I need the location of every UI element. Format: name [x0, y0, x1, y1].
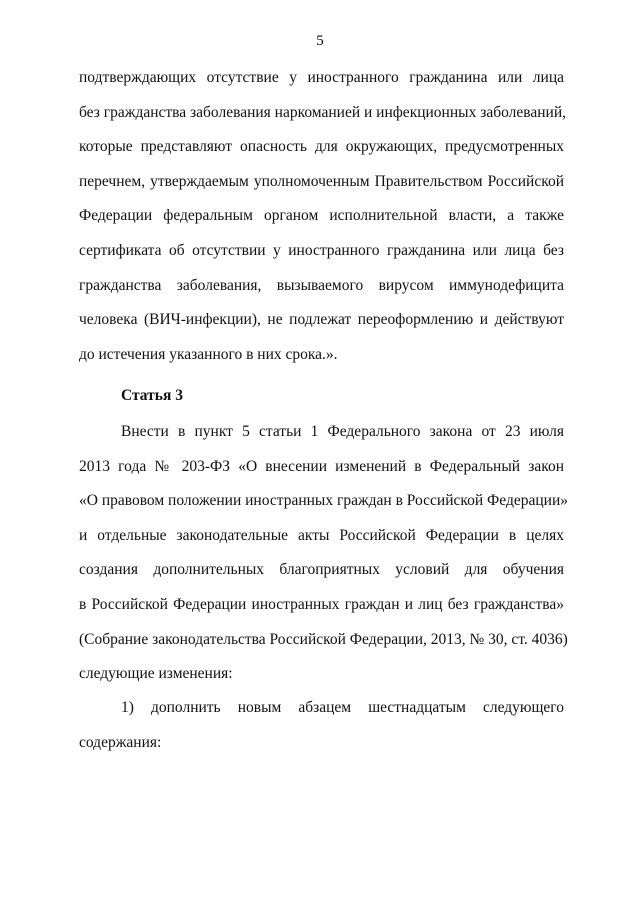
page-number: 5: [316, 33, 324, 49]
text-line: содержания:: [79, 733, 162, 751]
text-line: которые представляют опасность для окружающих, предусмотренных: [79, 138, 564, 156]
text-line: (Собрание законодательства Российской Федерации, 2013, № 30, ст. 4036): [79, 630, 568, 648]
text-line: без гражданства заболевания наркоманией и инфекционных заболеваний,: [79, 103, 566, 121]
text-line: Внести в пункт 5 статьи 1 Федерального закона от 23 июля: [121, 423, 564, 440]
list-item-paragraph: [79, 691, 564, 760]
text-line: 1) дополнить новым абзацем шестнадцатым следующего: [121, 699, 564, 716]
text-line: Федерации федеральным органом исполнительной власти, а также: [79, 207, 564, 225]
text-line: следующие изменения:: [79, 665, 233, 683]
text-line: гражданства заболевания, вызываемого вирусом иммунодефицита: [79, 276, 564, 294]
continuation-paragraph: [79, 61, 564, 372]
text-line: создания дополнительных благоприятных условий для обучения: [79, 561, 564, 579]
article-paragraph: [79, 415, 569, 692]
text-line: сертификата об отсутствии у иностранного гражданина или лица без: [79, 241, 564, 259]
text-line: «О правовом положении иностранных граждан в Российской Федерации»: [79, 492, 569, 510]
text-line: подтверждающих отсутствие у иностранного гражданина или лица: [79, 69, 564, 86]
text-line: человека (ВИЧ-инфекции), не подлежат переоформлению и действуют: [79, 311, 564, 329]
text-line: до истечения указанного в них срока.».: [79, 345, 338, 363]
text-line: перечнем, утверждаемым уполномоченным Правительством Российской: [79, 172, 564, 190]
text-line: 2013 года № 203-ФЗ «О внесении изменений в Федеральный закон: [79, 457, 564, 475]
text-line: в Российской Федерации иностранных граждан и лиц без гражданства»: [79, 595, 564, 613]
text-line: и отдельные законодательные акты Российской Федерации в целях: [79, 526, 564, 544]
article-heading: Статья 3: [121, 387, 183, 404]
